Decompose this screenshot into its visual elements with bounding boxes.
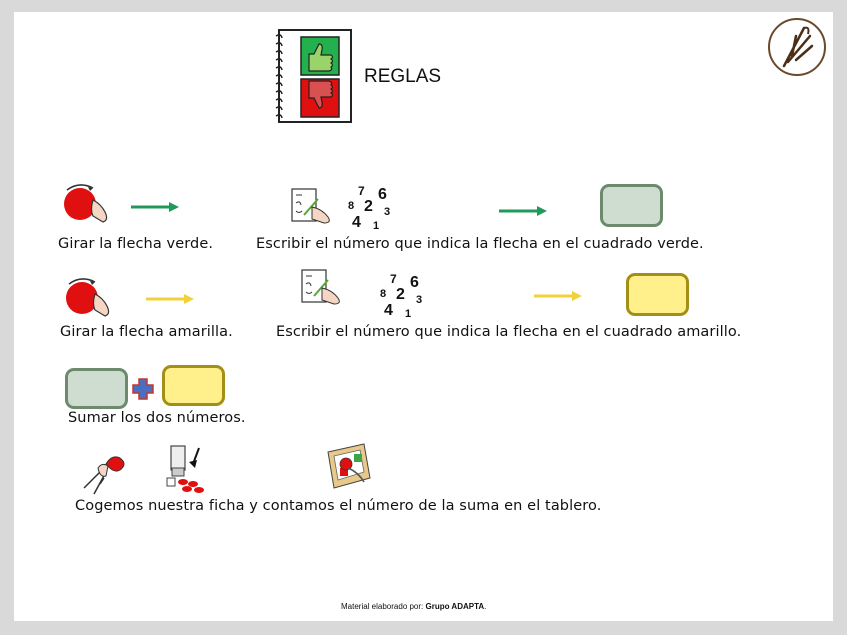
yellow-arrow-icon bbox=[144, 292, 196, 306]
rule-spin-yellow-text: Girar la flecha amarilla. bbox=[60, 324, 233, 340]
logo-icon bbox=[766, 16, 828, 78]
write-hand-icon bbox=[290, 187, 336, 225]
rule-sum-text: Sumar los dos números. bbox=[68, 410, 246, 426]
rule-spin-green-text: Girar la flecha verde. bbox=[58, 236, 214, 252]
rules-notebook-icon bbox=[275, 28, 355, 124]
green-arrow-icon bbox=[497, 204, 549, 218]
footer-credit bbox=[341, 602, 486, 611]
yellow-sum-box bbox=[162, 365, 225, 406]
rule-write-green-text: Escribir el número que indica la flecha en el cuadrado verde. bbox=[256, 236, 704, 252]
footer-suffix: . bbox=[484, 602, 487, 611]
board-game-icon bbox=[324, 442, 374, 492]
spinner-numbers-1: 7 6 8 2 3 4 1 bbox=[348, 184, 391, 232]
page-title: REGLAS bbox=[364, 66, 442, 87]
hand-token-icon bbox=[80, 444, 130, 496]
footer-author: Grupo ADAPTA bbox=[425, 602, 485, 611]
spinner-numbers-2: 7 6 8 2 3 4 1 bbox=[380, 272, 423, 320]
green-arrow-icon bbox=[129, 200, 181, 214]
plus-icon bbox=[132, 378, 154, 400]
yellow-arrow-icon bbox=[532, 289, 584, 303]
rule-write-yellow-text: Escribir el número que indica la flecha en el cuadrado amarillo. bbox=[276, 324, 742, 340]
green-sum-box bbox=[65, 368, 128, 409]
slide bbox=[14, 12, 833, 621]
green-answer-box bbox=[600, 184, 663, 227]
footer-prefix: Material elaborado por: bbox=[341, 602, 426, 611]
rule-move-token-text: Cogemos nuestra ficha y contamos el número de la suma en el tablero. bbox=[75, 498, 602, 514]
yellow-answer-box bbox=[626, 273, 689, 316]
dice-tokens-icon bbox=[163, 442, 211, 494]
spin-hand-red-icon bbox=[61, 276, 113, 320]
spin-hand-red-icon bbox=[59, 182, 111, 226]
write-hand-icon bbox=[300, 268, 346, 306]
